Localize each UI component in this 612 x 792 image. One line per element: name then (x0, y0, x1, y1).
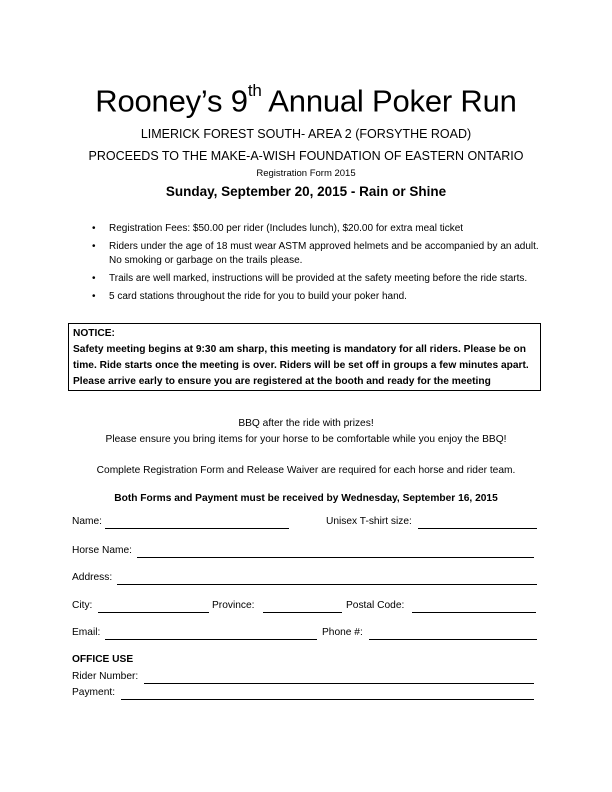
postal-code-label: Postal Code: (346, 600, 405, 611)
list-item (92, 272, 542, 286)
horse-comfort-line: Please ensure you bring items for your horse to be comfortable while you enjoy the BBQ! (105, 434, 507, 445)
bullet-icon: • (92, 223, 96, 234)
name-label: Name: (72, 516, 103, 527)
payment-row (72, 687, 542, 701)
title-rest: Annual Poker Run (261, 83, 517, 119)
location-line: LIMERICK FOREST SOUTH- AREA 2 (FORSYTHE ROAD) (140, 127, 472, 141)
email-phone-row (72, 627, 542, 641)
title-main: Rooney’s 9 (95, 83, 248, 119)
rider-number-field[interactable] (144, 683, 534, 684)
phone-label: Phone #: (322, 627, 363, 638)
list-item (92, 290, 542, 304)
name-row (72, 516, 542, 530)
proceeds-line: PROCEEDS TO THE MAKE-A-WISH FOUNDATION OF EASTERN ONTARIO (88, 149, 524, 163)
tshirt-label: Unisex T-shirt size: (326, 516, 412, 527)
city-province-postal-row (72, 600, 542, 614)
notice-box (68, 323, 541, 391)
address-label: Address: (72, 572, 113, 583)
email-label: Email: (72, 627, 101, 638)
notice-heading: NOTICE: (73, 328, 115, 339)
horse-name-label: Horse Name: (72, 545, 133, 556)
province-label: Province: (212, 600, 255, 611)
requirement-line: Complete Registration Form and Release Waiver are required for each horse and rider team. (96, 465, 516, 476)
rider-number-row (72, 671, 542, 685)
address-field[interactable] (117, 584, 537, 585)
bullet-icon: • (92, 241, 96, 252)
event-date-line: Sunday, September 20, 2015 - Rain or Shine (165, 184, 447, 199)
payment-label: Payment: (72, 687, 116, 698)
notice-body: Safety meeting begins at 9:30 am sharp, this meeting is mandatory for all riders. Please be on time. Ride starts once the meeting is over. Riders will be set off in groups a few minutes apart. Please arrive early to ensure you are registered at the booth and ready for the meeting (73, 344, 529, 387)
horse-name-row (72, 545, 542, 559)
city-label: City: (72, 600, 93, 611)
info-bullet-list (92, 222, 542, 308)
page-title (0, 76, 612, 120)
city-field[interactable] (98, 612, 209, 613)
address-row (72, 572, 542, 586)
payment-field[interactable] (121, 699, 534, 700)
phone-field[interactable] (369, 639, 537, 640)
bullet-icon: • (92, 273, 96, 284)
list-item (92, 240, 542, 268)
office-use-heading: OFFICE USE (72, 654, 134, 665)
postal-code-field[interactable] (412, 612, 536, 613)
bullet-icon: • (92, 291, 96, 302)
rider-number-label: Rider Number: (72, 671, 139, 682)
name-field[interactable] (105, 528, 289, 529)
title-ordinal-suffix: th (247, 81, 262, 100)
province-field[interactable] (263, 612, 342, 613)
horse-name-field[interactable] (137, 557, 534, 558)
bbq-line: BBQ after the ride with prizes! (238, 418, 374, 429)
tshirt-size-field[interactable] (418, 528, 537, 529)
email-field[interactable] (105, 639, 317, 640)
form-name-line: Registration Form 2015 (256, 168, 356, 179)
deadline-line: Both Forms and Payment must be received by Wednesday, September 16, 2015 (114, 493, 498, 504)
bullet-text: 5 card stations throughout the ride for you to build your poker hand. (109, 291, 407, 302)
bullet-text: Riders under the age of 18 must wear ASTM approved helmets and be accompanied by an adult. No smoking or garbage on the trails please. (109, 241, 539, 266)
bullet-text: Trails are well marked, instructions will be provided at the safety meeting before the ride starts. (109, 273, 528, 284)
bullet-text: Registration Fees: $50.00 per rider (Includes lunch), $20.00 for extra meal ticket (109, 223, 464, 234)
list-item (92, 222, 542, 236)
